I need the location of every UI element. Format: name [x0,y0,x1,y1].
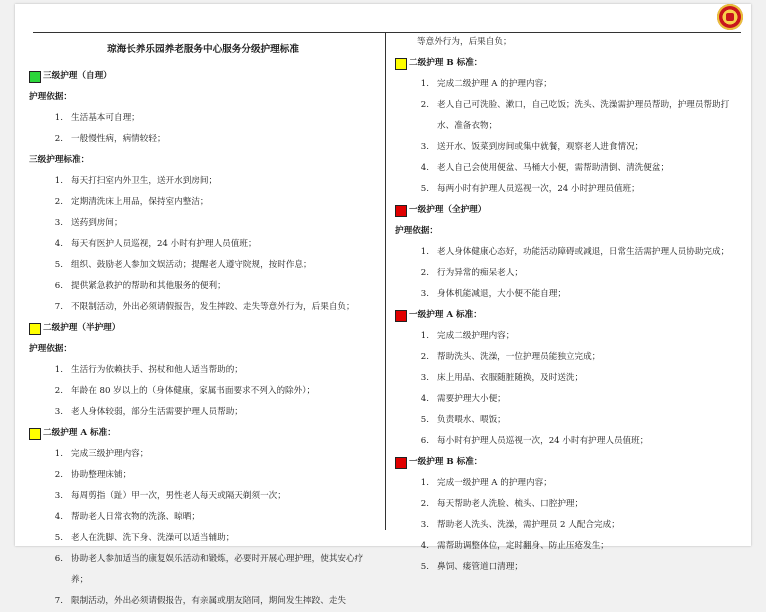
list-item: 3. 送药到房间； [54,218,123,228]
list-item: 1. 老人身体健康心态好，功能活动障碍或减退，日常生活需护理人员协助完成； [420,247,730,257]
list-item: 7. 限制活动，外出必须请假报告，有亲属或朋友陪同，期间发生摔跤、走失 [54,596,347,606]
list-item: 2. 行为异常的痴呆老人； [420,268,523,278]
list-item: 6. 提供紧急救护的帮助和其他服务的便利； [54,281,226,291]
list-item: 5. 每两小时有护理人员巡视一次，24 小时护理员值班； [420,184,640,194]
list-item: 3. 老人身体较弱，部分生活需要护理人员帮助； [54,407,243,417]
list-item: 4. 老人自己会使用便盆、马桶大小便，需帮助清倒、清洗便盆； [420,163,670,173]
list-item: 1. 完成二级护理内容； [420,331,515,341]
right-column [395,32,745,578]
list-item: 5. 鼻饲、瘘管道口清理； [420,562,523,572]
list-item: 2. 帮助洗头、洗澡，一位护理员能独立完成； [420,352,601,362]
list-item: 5. 负责喂水、喂饭； [420,415,506,425]
section-level2a-heading: 二级护理 A 标准： [29,423,377,444]
green-marker-icon [29,71,41,83]
list-item: 3. 每周剪指（趾）甲一次，男性老人每天或隔天剃须一次； [54,491,286,501]
list-item: 2. 一般慢性病，病情较轻； [54,134,166,144]
list-item: 6. 每小时有护理人员巡视一次，24 小时有护理人员值班； [420,436,649,446]
list-item: 1. 完成一级护理 A 的护理内容； [420,478,552,488]
section-level3-heading: 三级护理（自理） [29,66,377,87]
list-item: 1. 完成二级护理 A 的护理内容； [420,79,552,89]
section-level1b-heading: 一级护理 B 标准： [395,452,745,473]
section-level2b-heading: 二级护理 B 标准： [395,53,745,74]
list-item: 5. 组织、鼓励老人参加文娱活动；提醒老人遵守院规，按时作息； [54,260,312,270]
basis-label: 护理依据： [29,344,72,354]
section-level2-heading: 二级护理（半护理） [29,318,377,339]
standard-label: 三级护理标准： [29,155,90,165]
list-item: 3. 身体机能减退，大小便不能自理； [420,289,566,299]
institution-logo-icon [717,4,743,30]
list-item: 3. 床上用品、衣服随脏随换，及时送洗； [420,373,584,383]
basis-label: 护理依据： [395,226,438,236]
list-item: 3. 帮助老人洗头、洗澡，需护理员 2 人配合完成； [420,520,620,530]
section-level1-heading: 一级护理（全护理） [395,200,745,221]
list-item: 2. 协助整理床铺； [54,470,132,480]
list-item: 2. 年龄在 80 岁以上的（身体健康，家属书面要求不列入的除外）； [54,386,316,396]
list-item: 4. 帮助老人日常衣物的洗涤、晾晒； [54,512,200,522]
continued-text: 等意外行为，后果自负； [417,37,512,47]
red-marker-icon [395,457,407,469]
left-column [29,34,377,612]
list-item: 6. 协助老人参加适当的康复娱乐活动和锻炼，必要时开展心理护理，使其安心疗养； [54,554,364,585]
list-item: 3. 送开水、饭菜到房间或集中就餐，观察老人进食情况； [420,142,644,152]
red-marker-icon [395,310,407,322]
list-item: 4. 需要护理大小便； [420,394,506,404]
list-item: 4. 每天有医护人员巡视，24 小时有护理人员值班； [54,239,257,249]
list-item: 4. 需帮助调整体位，定时翻身、防止压疮发生； [420,541,609,551]
list-item: 1. 每天打扫室内外卫生，送开水到房间； [54,176,218,186]
list-item: 2. 定期清洗床上用品，保持室内整洁； [54,197,209,207]
yellow-marker-icon [395,58,407,70]
red-marker-icon [395,205,407,217]
document-page [15,4,751,606]
list-item: 5. 老人在洗脚、洗下身、洗澡可以适当辅助； [54,533,235,543]
yellow-marker-icon [29,428,41,440]
document-title: 琼海长养乐园养老服务中心服务分级护理标准 [107,44,299,55]
list-item: 1. 生活行为依赖扶手、拐杖和他人适当帮助的； [54,365,243,375]
basis-label: 护理依据： [29,92,72,102]
list-item: 1. 生活基本可自理； [54,113,140,123]
section-level1a-heading: 一级护理 A 标准： [395,305,745,326]
list-item: 2. 老人自己可洗脸、漱口，自己吃饭；洗头、洗澡需护理员帮助，护理员帮助打水、准备衣物； [420,100,730,131]
list-item: 7. 不限制活动，外出必须请假报告，发生摔跤、走失等意外行为，后果自负； [54,302,355,312]
column-divider [385,32,386,530]
list-item: 2. 每天帮助老人洗脸、梳头、口腔护理； [420,499,584,509]
list-item: 1. 完成三级护理内容； [54,449,149,459]
yellow-marker-icon [29,323,41,335]
